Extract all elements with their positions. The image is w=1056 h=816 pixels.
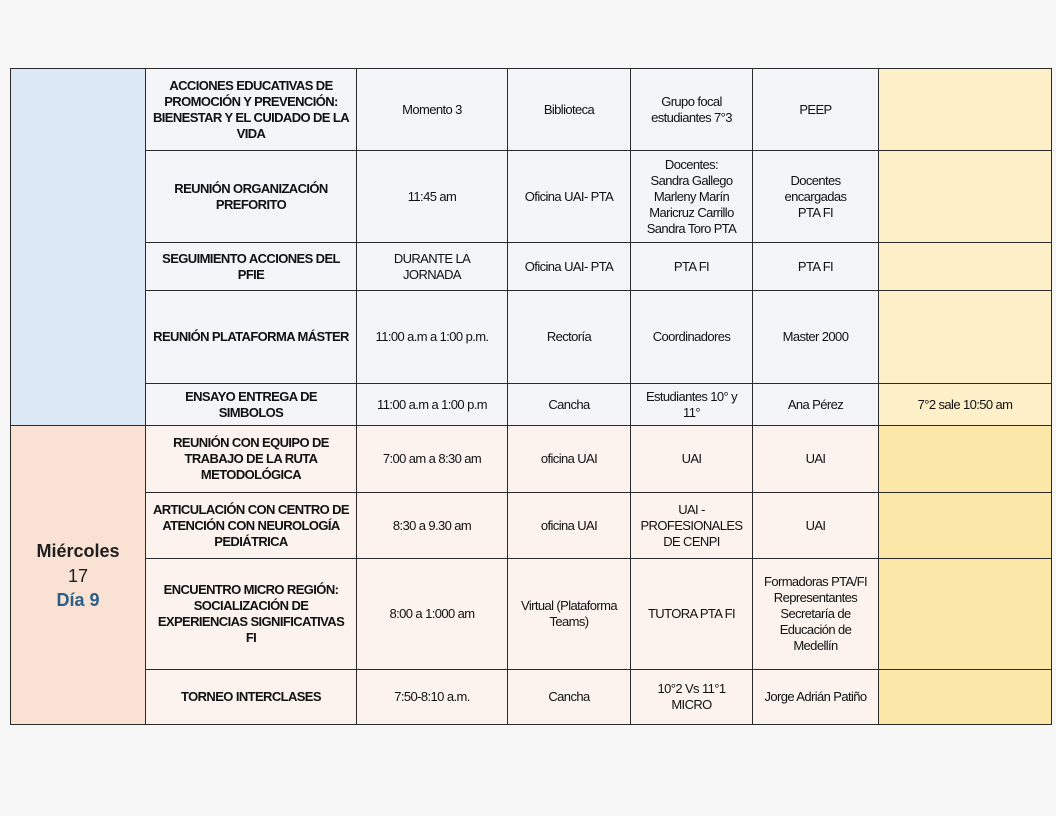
activity-cell-line: FI: [245, 630, 257, 645]
place-cell-line: oficina UAI: [540, 517, 598, 533]
schedule-row: [11, 384, 1052, 426]
schedule-row: [11, 559, 1052, 670]
participants-cell: [631, 426, 753, 493]
activity-cell: [146, 291, 357, 384]
activity-cell-line: VIDA: [236, 125, 266, 141]
time-cell-line: DURANTE LA: [393, 250, 471, 266]
participants-cell: [631, 559, 753, 670]
place-cell: [508, 426, 631, 493]
time-cell-line: JORNADA: [403, 266, 461, 282]
time-cell-line: Momento 3: [402, 101, 462, 117]
place-cell: [508, 384, 631, 426]
place-cell-line: Oficina UAI- PTA: [524, 188, 614, 204]
responsible-cell: [753, 384, 879, 426]
activity-cell-line: PROMOCIÓN Y PREVENCIÓN:: [164, 93, 338, 109]
day-cell: [11, 426, 146, 725]
activity-cell-line: REUNIÓN CON EQUIPO DE: [173, 435, 329, 450]
participants-cell: [631, 384, 753, 426]
participants-cell: [631, 493, 753, 559]
day-ref: Día 9: [56, 590, 100, 610]
responsible-cell: [753, 559, 879, 670]
schedule-row: [11, 243, 1052, 291]
responsible-cell-line: Representantes: [773, 590, 858, 605]
place-cell-line: oficina UAI: [540, 451, 598, 466]
participants-cell-line: Docentes:: [664, 156, 719, 172]
schedule-row: [11, 426, 1052, 493]
schedule-table-container: [10, 68, 1051, 725]
responsible-cell-line: Medellín: [793, 638, 838, 653]
responsible-cell-line: Ana Pérez: [787, 396, 844, 412]
schedule-row: [11, 69, 1052, 151]
activity-cell-line: PFIE: [237, 266, 265, 282]
responsible-cell-line: Secretaría de: [780, 606, 851, 621]
responsible-cell-line: PTA FI: [797, 258, 834, 274]
responsible-cell: [753, 493, 879, 559]
participants-cell-line: Grupo focal: [661, 93, 722, 109]
day-number: 17: [67, 566, 89, 586]
responsible-cell-line: Docentes: [790, 172, 841, 188]
schedule-table: [10, 68, 1052, 725]
time-cell-line: 11:00 a.m a 1:00 p.m: [377, 396, 487, 412]
day-name: Miércoles: [36, 541, 120, 561]
participants-cell-line: estudiantes 7°3: [651, 109, 732, 125]
participants-cell: [631, 291, 753, 384]
place-cell-line: Cancha: [548, 396, 590, 412]
responsible-cell: [753, 670, 879, 725]
place-cell: [508, 493, 631, 559]
responsible-cell-line: Formadoras PTA/FI: [764, 574, 867, 589]
participants-cell: [631, 670, 753, 725]
activity-cell: [146, 69, 357, 151]
place-cell: [508, 291, 631, 384]
responsible-cell-line: Educación de: [779, 622, 852, 637]
responsible-cell-line: PEEP: [799, 101, 832, 117]
activity-cell-line: SIMBOLOS: [218, 404, 284, 420]
time-cell-line: 7:50-8:10 a.m.: [394, 689, 470, 704]
activity-cell-line: PEDIÁTRICA: [214, 533, 288, 549]
notes-cell: [879, 493, 1052, 559]
notes-cell: [879, 426, 1052, 493]
activity-cell: [146, 151, 357, 243]
responsible-cell-line: UAI: [805, 451, 826, 466]
participants-cell-line: PROFESIONALES: [640, 517, 743, 533]
notes-cell: 7°2 sale 10:50 am: [879, 384, 1052, 426]
participants-cell-line: Coordinadores: [652, 329, 731, 344]
schedule-row: [11, 291, 1052, 384]
time-cell: [357, 493, 508, 559]
place-cell: [508, 670, 631, 725]
place-cell: [508, 559, 631, 670]
responsible-cell-line: PTA FI: [797, 204, 834, 220]
notes-cell: [879, 670, 1052, 725]
participants-cell: [631, 243, 753, 291]
time-cell: [357, 559, 508, 670]
activity-cell-line: ENCUENTRO MICRO REGIÓN:: [163, 582, 339, 597]
participants-cell-line: Sandra Gallego: [650, 172, 733, 188]
place-cell-line: Teams): [549, 614, 589, 629]
time-cell-line: 8:30 a 9.30 am: [392, 517, 472, 533]
place-cell-line: Virtual (Plataforma: [520, 598, 617, 613]
participants-cell-line: DE CENPI: [663, 533, 720, 549]
time-cell: [357, 426, 508, 493]
activity-cell: [146, 493, 357, 559]
activity-cell-line: ENSAYO ENTREGA DE: [185, 388, 317, 404]
responsible-cell: [753, 291, 879, 384]
activity-cell-line: BIENESTAR Y EL CUIDADO DE LA: [152, 109, 350, 125]
responsible-cell-line: Jorge Adrián Patiño: [764, 689, 867, 704]
activity-cell-line: REUNIÓN PLATAFORMA MÁSTER: [153, 329, 349, 344]
activity-cell-line: ATENCIÓN CON NEUROLOGÍA: [162, 517, 340, 533]
place-cell: [508, 69, 631, 151]
activity-cell: [146, 426, 357, 493]
place-cell-line: Cancha: [548, 689, 590, 704]
activity-cell-line: EXPERIENCIAS SIGNIFICATIVAS: [157, 614, 345, 629]
notes-cell: [879, 291, 1052, 384]
participants-cell-line: UAI: [681, 451, 702, 466]
time-cell: [357, 384, 508, 426]
participants-cell: [631, 69, 753, 151]
time-cell: [357, 670, 508, 725]
responsible-cell-line: encargadas: [784, 188, 847, 204]
participants-cell-line: Maricruz Carrillo: [649, 204, 734, 220]
activity-cell-line: REUNIÓN ORGANIZACIÓN: [174, 180, 328, 196]
notes-cell: [879, 151, 1052, 243]
place-cell-line: Biblioteca: [543, 101, 595, 117]
time-cell: [357, 151, 508, 243]
participants-cell-line: PTA FI: [673, 258, 710, 274]
place-cell-line: Oficina UAI- PTA: [524, 258, 614, 274]
participants-cell-line: 10°2 Vs 11°1: [657, 681, 726, 696]
time-cell: [357, 291, 508, 384]
responsible-cell-line: UAI: [805, 517, 826, 533]
activity-cell-line: TRABAJO DE LA RUTA: [184, 451, 318, 466]
activity-cell-line: SEGUIMIENTO ACCIONES DEL: [162, 250, 340, 266]
participants-cell-line: Sandra Toro PTA: [646, 220, 737, 236]
schedule-row: [11, 670, 1052, 725]
activity-cell-line: ARTICULACIÓN CON CENTRO DE: [152, 501, 349, 517]
schedule-row: [11, 493, 1052, 559]
notes-cell: [879, 559, 1052, 670]
activity-cell-line: SOCIALIZACIÓN DE: [193, 598, 309, 613]
activity-cell-line: PREFORITO: [215, 196, 287, 212]
activity-cell-line: METODOLÓGICA: [200, 467, 302, 482]
place-cell: [508, 151, 631, 243]
notes-cell: [879, 243, 1052, 291]
participants-cell: [631, 151, 753, 243]
participants-cell-line: MICRO: [671, 697, 712, 712]
responsible-cell: [753, 426, 879, 493]
time-cell: [357, 243, 508, 291]
notes-cell: [879, 69, 1052, 151]
time-cell-line: 7:00 am a 8:30 am: [382, 451, 482, 466]
participants-cell-line: 11°: [683, 404, 700, 420]
participants-cell-line: TUTORA PTA FI: [647, 606, 736, 621]
time-cell-line: 11:45 am: [407, 188, 457, 204]
activity-cell: [146, 243, 357, 291]
time-cell: [357, 69, 508, 151]
time-cell-line: 8:00 a 1:000 am: [389, 606, 475, 621]
responsible-cell: [753, 69, 879, 151]
participants-cell-line: UAI -: [678, 501, 705, 517]
participants-cell-line: Marleny Marín: [653, 188, 730, 204]
responsible-cell-line: Master 2000: [782, 329, 849, 344]
place-cell-line: Rectoría: [546, 329, 592, 344]
responsible-cell: [753, 243, 879, 291]
activity-cell: [146, 384, 357, 426]
activity-cell-line: ACCIONES EDUCATIVAS DE: [169, 77, 333, 93]
place-cell: [508, 243, 631, 291]
participants-cell-line: Estudiantes 10° y: [645, 388, 738, 404]
activity-cell: [146, 559, 357, 670]
schedule-row: [11, 151, 1052, 243]
activity-cell-line: TORNEO INTERCLASES: [181, 689, 321, 704]
activity-cell: [146, 670, 357, 725]
time-cell-line: 11:00 a.m a 1:00 p.m.: [375, 329, 489, 344]
responsible-cell: [753, 151, 879, 243]
day-cell: [11, 69, 146, 426]
